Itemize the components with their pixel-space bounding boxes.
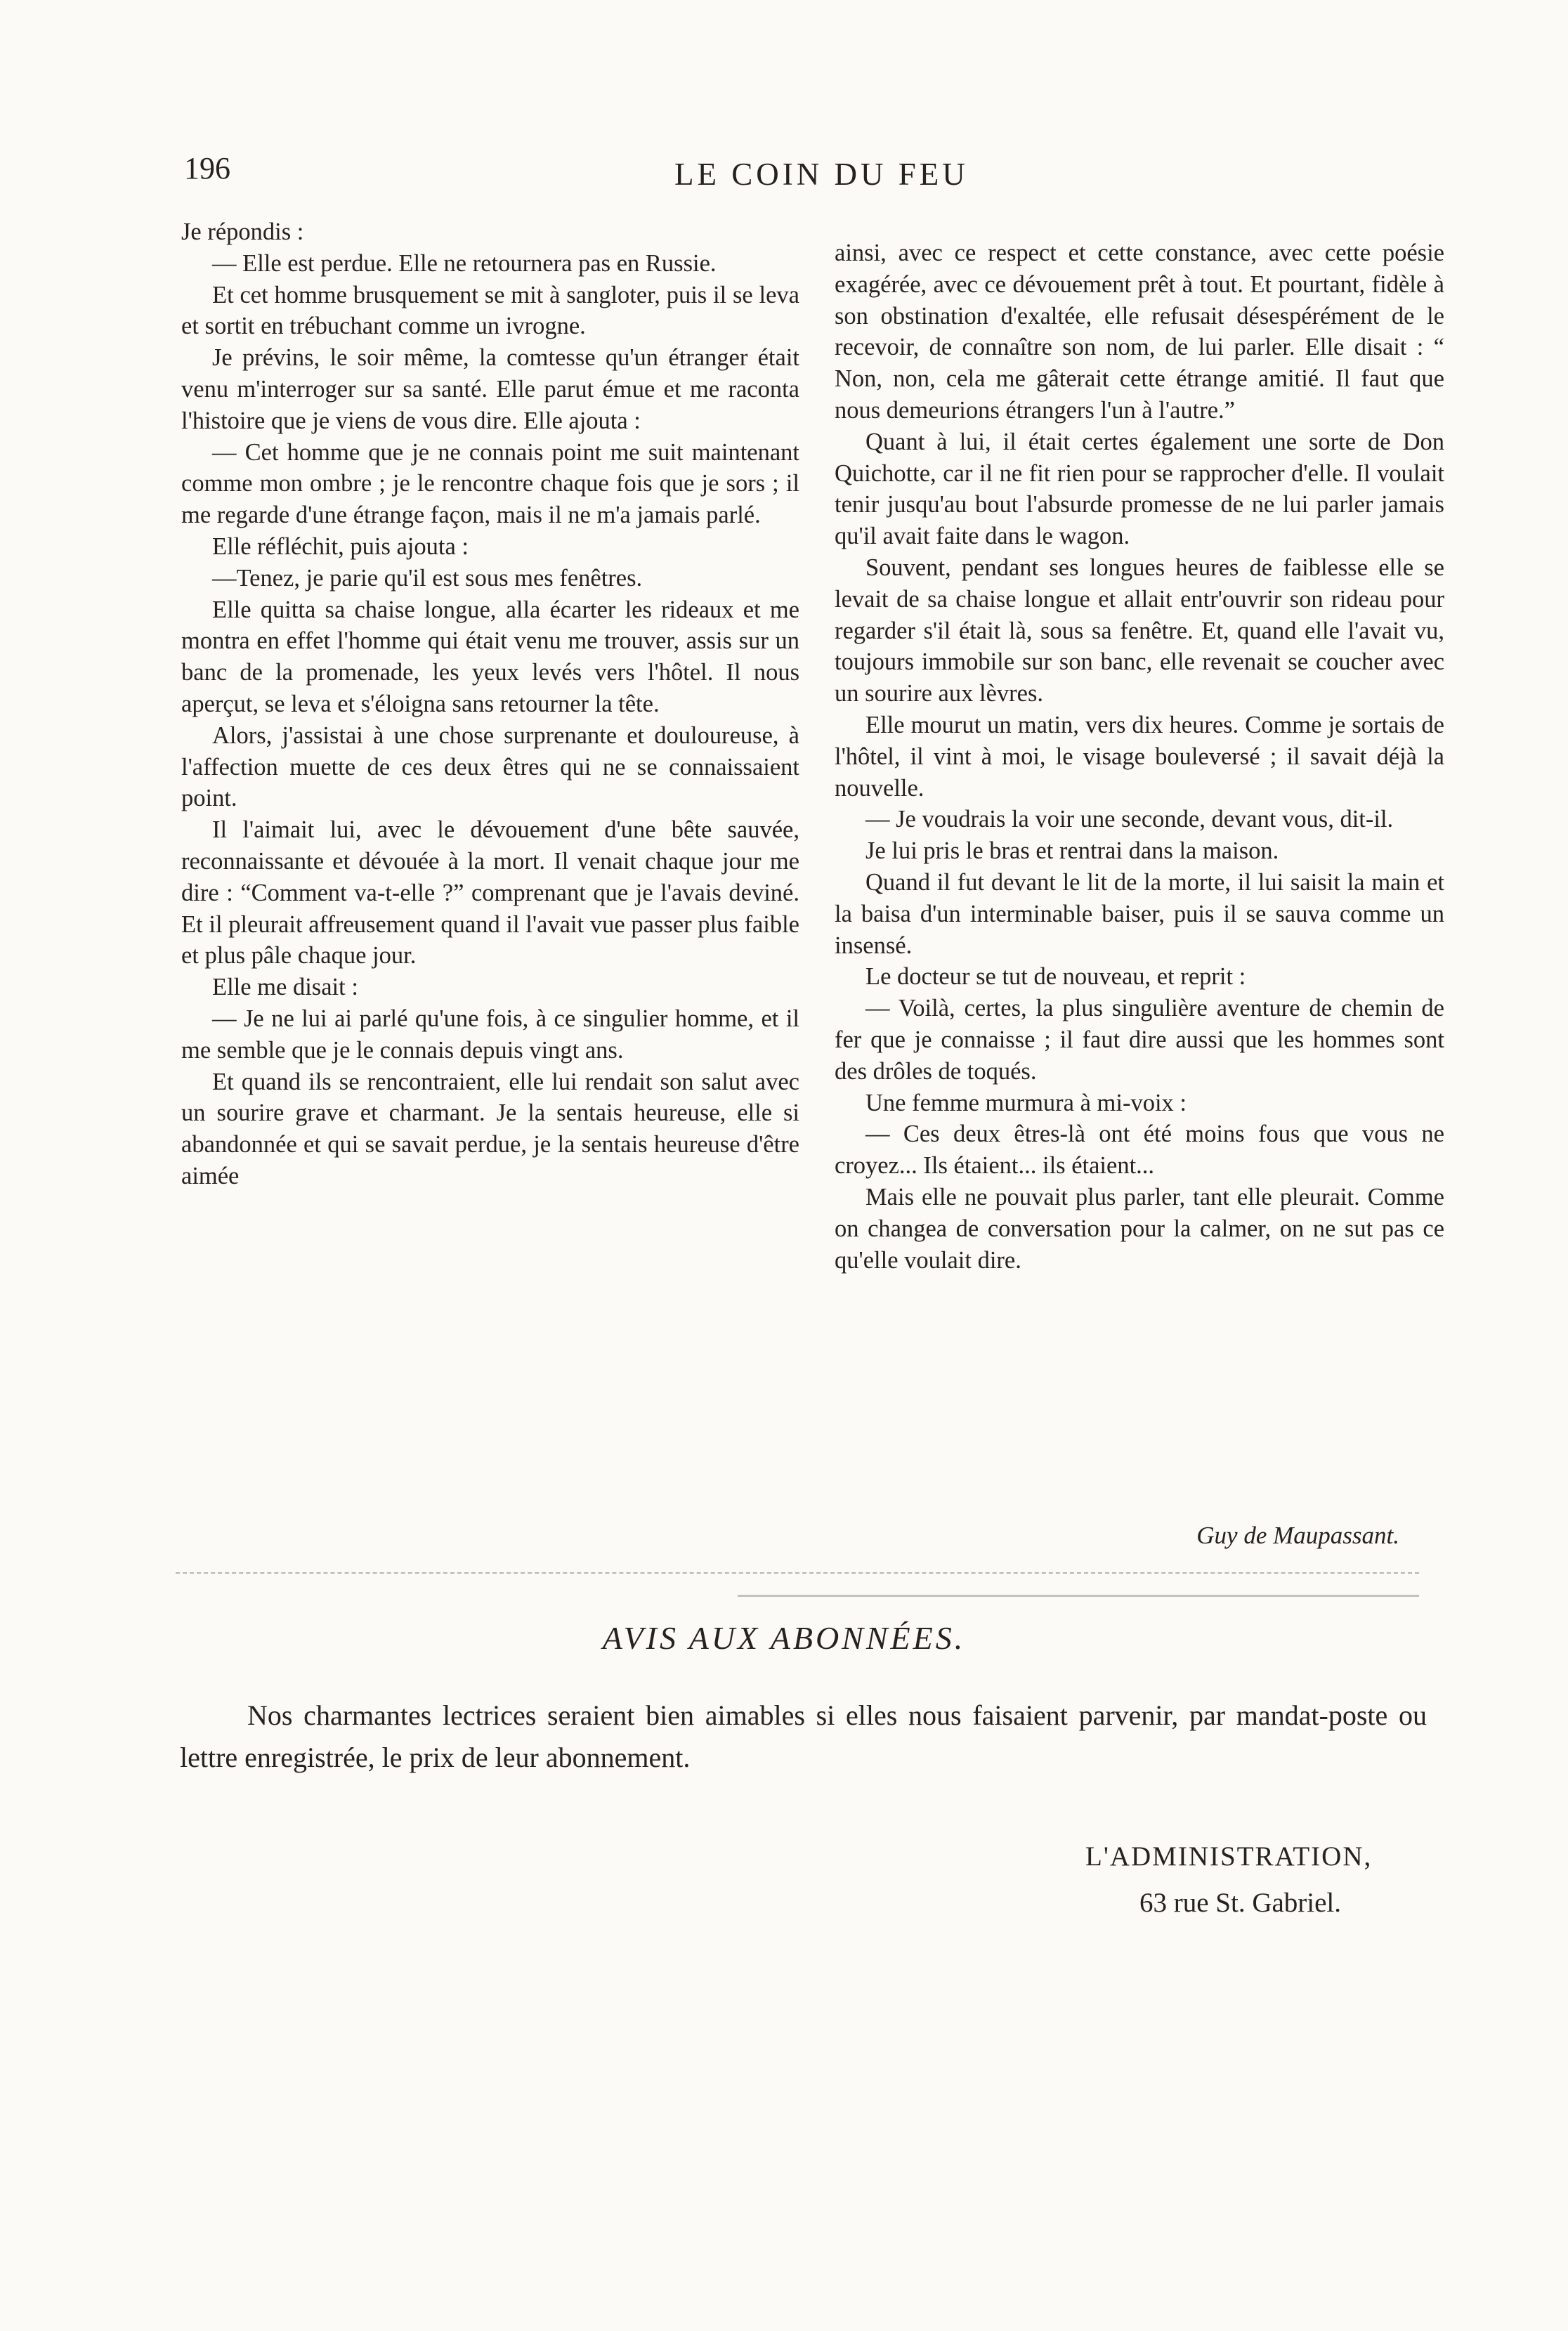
paragraph: Elle quitta sa chaise longue, alla écarter les rideaux et me montra en effet l'homme qui était venu me trouver, assis sur un banc de la promenade, les yeux levés vers l'hôtel. Il nous aperçut, se leva et s'éloigna sans retourner la tête. [181,596,799,717]
paragraph: Je lui pris le bras et rentrai dans la maison. [865,837,1279,865]
paragraph: — Cet homme que je ne connais point me suit maintenant comme mon ombre ; je le rencontre chaque fois que je sors ; il me regarde d'une étrange façon, mais il ne m'a jamais parlé. [181,438,799,529]
signature: Guy de Maupassant. [1196,1522,1399,1549]
paragraph: — Elle est perdue. Elle ne retournera pas en Russie. [212,249,717,277]
paragraph: — Ces deux êtres-là ont été moins fous que vous ne croyez... Ils étaient... ils étaient... [835,1121,1444,1180]
paragraph: Le docteur se tut de nouveau, et reprit : [865,963,1246,991]
notice-address: 63 rue St. Gabriel. [1139,1888,1342,1918]
left-column [181,216,799,1192]
notice-body: Nos charmantes lectrices seraient bien aimables si elles nous faisaient parvenir, par mandat-poste ou lettre enregistrée, le prix de leur abonnement. [180,1699,1427,1773]
paragraph: —Tenez, je parie qu'il est sous mes fenêtres. [212,564,643,592]
paragraph: — Je ne lui ai parlé qu'une fois, à ce singulier homme, et il me semble que je le connais depuis vingt ans. [181,1005,799,1064]
divider [738,1595,1419,1597]
paragraph: Quand il fut devant le lit de la morte, il lui saisit la main et la baisa d'un interminable baiser, puis il se sauva comme un insensé. [835,868,1444,959]
paragraph: Quant à lui, il était certes également une sorte de Don Quichotte, car il ne fit rien pour se rapprocher d'elle. Il voulait tenir jusqu'au bout l'absurde promesse de ne lui parler jamais qu'il avait faite dans le wagon. [835,428,1444,550]
right-column [835,237,1444,1276]
paragraph: ainsi, avec ce respect et cette constance, avec cette poésie exagérée, avec ce dévouement prêt à tout. Et pourtant, fidèle à son obstination d'exaltée, elle refusait désespérément de le recevoir, de connaître son nom, de lui parler. Elle disait : “ Non, non, cela me gâterait cette étrange amitié. Il faut que nous demeurions étrangers l'un à l'autre.” [835,240,1444,424]
paragraph: Souvent, pendant ses longues heures de faiblesse elle se levait de sa chaise longue et allait entr'ouvrir son rideau pour regarder s'il était là, sous sa fenêtre. Et, quand elle l'avait vu, toujours immobile sur son banc, elle revenait se coucher avec un sourire aux lèvres. [835,554,1444,707]
paragraph: Elle réfléchit, puis ajouta : [212,533,469,560]
paragraph: — Voilà, certes, la plus singulière aventure de chemin de fer que je connaisse ; il faut dire aussi que les hommes sont des drôles de toqués. [835,995,1444,1085]
paragraph: Mais elle ne pouvait plus parler, tant elle pleurait. Comme on changea de conversation pour la calmer, on ne sut pas ce qu'elle voulait dire. [835,1183,1444,1274]
paragraph: Il l'aimait lui, avec le dévouement d'une bête sauvée, reconnaissante et dévouée à la mort. Il venait chaque jour me dire : “Comment va-t-elle ?” comprenant que je l'avais deviné. Et il pleurait affreusement quand il l'avait vue passer plus faible et plus pâle chaque jour. [181,816,799,969]
paragraph: Une femme murmura à mi-voix : [865,1089,1187,1116]
paragraph: Alors, j'assistai à une chose surprenante et douloureuse, à l'affection muette de ces deux êtres qui ne se connaissaient point. [181,722,799,812]
paragraph: Elle me disait : [212,974,358,1001]
divider [176,1572,1419,1574]
paragraph: Elle mourut un matin, vers dix heures. Comme je sortais de l'hôtel, il vint à moi, le visage bouleversé ; il savait déjà la nouvelle. [835,711,1444,802]
paragraph: — Je voudrais la voir une seconde, devant vous, dit-il. [865,806,1394,833]
running-head: LE COIN DU FEU [674,157,969,192]
notice-title: AVIS AUX ABONNÉES. [602,1620,966,1656]
page-number: 196 [184,151,230,185]
paragraph: Je prévins, le soir même, la comtesse qu'un étranger était venu m'interroger sur sa santé. Elle parut émue et me raconta l'histoire que je viens de vous dire. Elle ajouta : [181,344,799,434]
paragraph: Je répondis : [181,218,304,245]
paragraph: Et cet homme brusquement se mit à sangloter, puis il se leva et sortit en trébuchant comme un ivrogne. [181,281,799,340]
paragraph: Et quand ils se rencontraient, elle lui rendait son salut avec un sourire grave et charmant. Je la sentais heureuse, elle si abandonnée et qui se savait perdue, je la sentais heureuse d'être aimée [181,1068,799,1189]
notice-admin: L'ADMINISTRATION, [1085,1841,1373,1872]
